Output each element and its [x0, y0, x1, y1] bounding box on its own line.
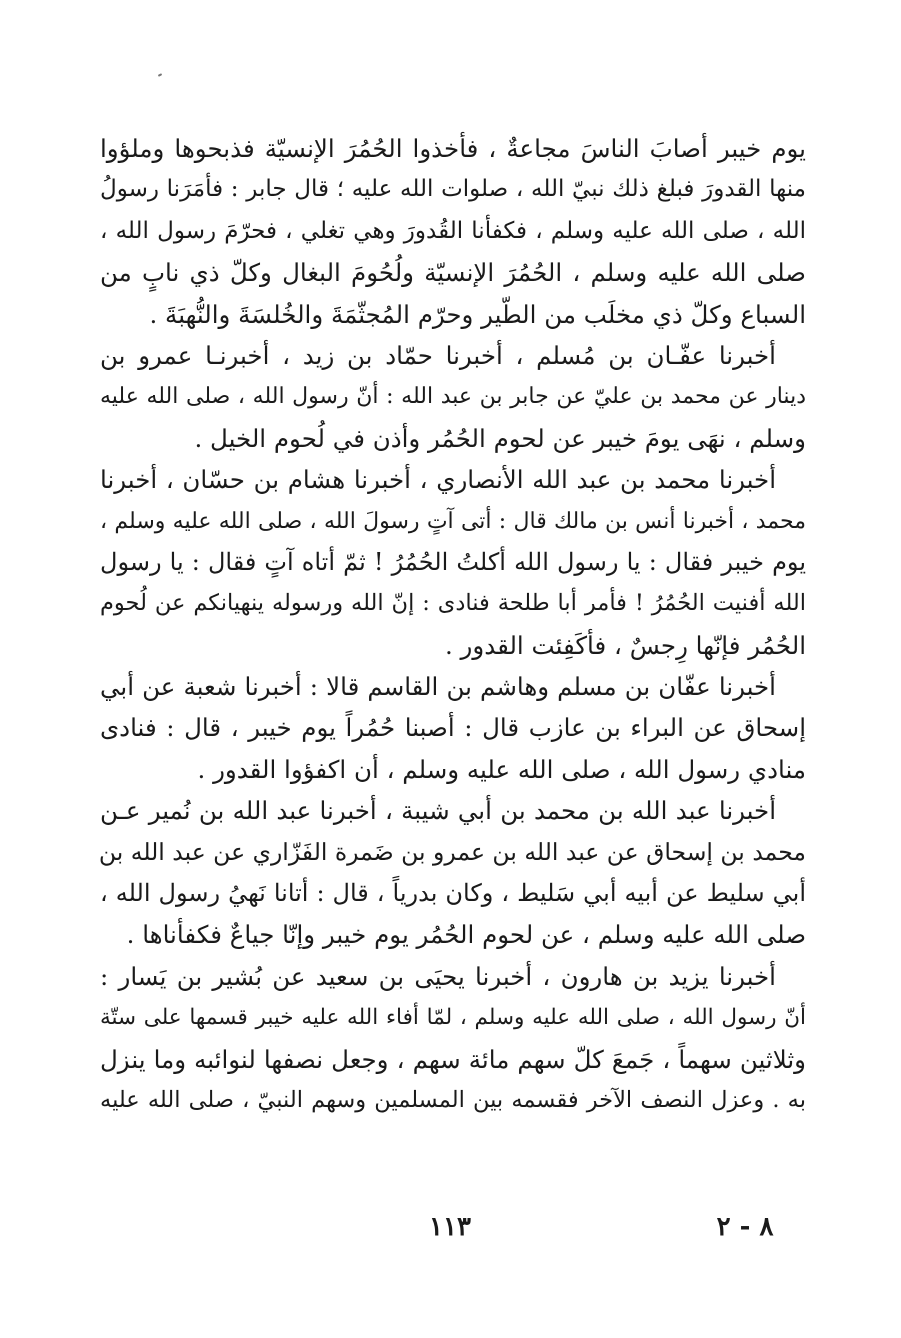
text-line: أخبرنا يزيد بن هارون ، أخبرنا يحيَى بن سعيد عن بُشير بن يَسار : [100, 961, 776, 991]
text-line: أخبرنا عبد الله بن محمد بن أبي شيبة ، أخبرنا عبد الله بن نُمير عـن [100, 796, 776, 826]
text-line: الحُمُر فإنّها رِجسٌ ، فأكَفِئت القدور . [444, 630, 806, 660]
text-line: أخبرنا عفّان بن مسلم وهاشم بن القاسم قالا : أخبرنا شعبة عن أبي [100, 672, 776, 702]
signature-mark: ٨ - ٢ [716, 1212, 774, 1242]
paragraph [100, 790, 806, 956]
text-line: إسحاق عن البراء بن عازب قال : أصبنا حُمُراً يوم خيبر ، قال : فنادى [100, 713, 806, 743]
paragraph [100, 459, 806, 666]
text-line: الله ، صلى الله عليه وسلم ، فكفأنا القُدورَ وهي تغلي ، فحرّمَ رسول الله ، [100, 217, 806, 244]
text-line: أخبرنا محمد بن عبد الله الأنصاري ، أخبرنا هشام بن حسّان ، أخبرنا [100, 465, 776, 495]
text-line: الله أفنيت الحُمُرُ ! فأمر أبا طلحة فنادى : إنّ الله ورسوله ينهيانكم عن لُحوم [100, 590, 806, 617]
paragraph [100, 335, 806, 459]
text-line: السباع وكلّ ذي مخلَب من الطّير وحرّم المُجثّمَةَ والخُلسَةَ والنُّهبَةَ . [149, 299, 806, 329]
text-line: صلى الله عليه وسلم ، عن لحوم الحُمُر يوم خيبر وإنّا جياعٌ فكفأناها . [126, 920, 806, 950]
text-line: وسلم ، نهَى يومَ خيبر عن لحوم الحُمُر وأذن في لُحوم الخيل . [194, 423, 806, 453]
text-line: يوم خيبر فقال : يا رسول الله أكلتُ الحُمُرُ ! ثمّ أتاه آتٍ فقال : يا رسول [100, 547, 806, 576]
paragraph [100, 128, 806, 335]
paragraph [100, 956, 806, 1122]
text-line: به . وعزل النصف الآخر فقسمه بين المسلمين وسهم النبيّ ، صلى الله عليه [100, 1086, 806, 1113]
page-number: ١١٣ [429, 1212, 471, 1242]
text-line: أنّ رسول الله ، صلى الله عليه وسلم ، لمّا أفاء الله عليه خيبر قسمها على ستّة [100, 1005, 806, 1031]
text-line: يوم خيبر أصابَ الناسَ مجاعةٌ ، فأخذوا الحُمُرَ الإنسيّة فذبحوها وملؤوا [100, 134, 806, 163]
text-line: دينار عن محمد بن عليّ عن جابر بن عبد الله : أنّ رسول الله ، صلى الله عليه [100, 384, 806, 410]
text-line: منها القدورَ فبلغ ذلك نبيّ الله ، صلوات الله عليه ؛ قال جابر : فأمَرَنا رسولُ [100, 176, 806, 203]
text-line: محمد ، أخبرنا أنس بن مالك قال : أتى آتٍ رسولَ الله ، صلى الله عليه وسلم ، [100, 508, 806, 534]
text-line: أخبرنا عفّـان بن مُسلم ، أخبرنا حمّاد بن زيد ، أخبرنـا عمرو بن [100, 340, 776, 370]
paragraph [100, 666, 806, 790]
text-line: منادي رسول الله ، صلى الله عليه وسلم ، أن اكفؤوا القدور . [197, 754, 806, 784]
text-line: أبي سليط عن أبيه أبي سَليط ، وكان بدرياً ، قال : أتانا نَهيُ رسول الله ، [100, 879, 806, 908]
text-line: محمد بن إسحاق عن عبد الله بن عمرو بن ضَمرة الفَزّاري عن عبد الله بن [98, 837, 806, 866]
text-line: صلى الله عليه وسلم ، الحُمُرَ الإنسيّة ولُحُومَ البغال وكلّ ذي نابٍ من [100, 258, 806, 288]
paper-speck [158, 73, 162, 77]
body-text [100, 128, 806, 1121]
text-line: وثلاثين سهماً ، جَمعَ كلّ سهم مائة سهم ، وجعل نصفها لنوائبه وما ينزل [100, 1044, 806, 1074]
